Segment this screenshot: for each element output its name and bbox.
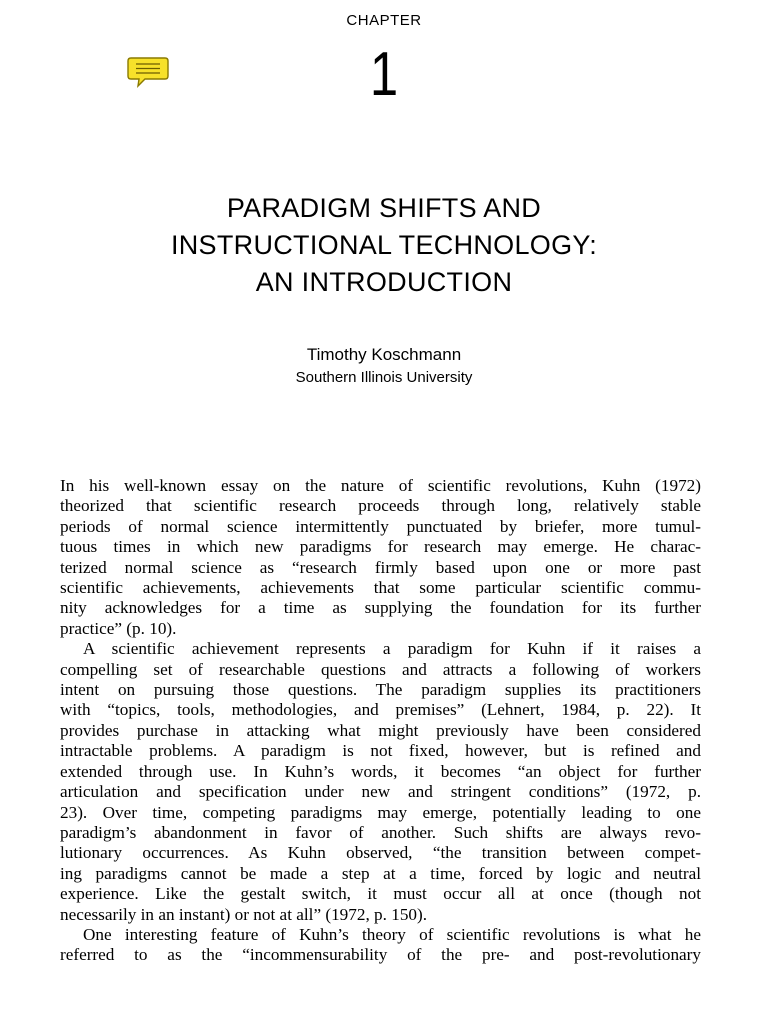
body-line: In his well-known essay on the nature of scientific revolutions, Kuhn (1972): [60, 476, 701, 495]
body-line: referred to as the “incommensurability of the pre- and post-revolutionary: [60, 945, 701, 965]
body-line: lutionary occurrences. As Kuhn observed, “the transition between compet-: [60, 843, 701, 863]
body-line: nity acknowledges for a time as supplying the foundation for its further: [60, 598, 701, 618]
chapter-label: CHAPTER: [346, 12, 422, 29]
body-line: necessarily in an instant) or not at all” (1972, p. 150).: [60, 904, 428, 924]
chapter-title-line: PARADIGM SHIFTS AND: [226, 193, 542, 223]
body-line: One interesting feature of Kuhn’s theory of scientific revolutions is what he: [83, 924, 701, 944]
body-line: articulation and specification under new and stringent conditions” (1972, p.: [60, 782, 701, 802]
body-line: experience. Like the gestalt switch, it must occur all at once (though not: [60, 884, 701, 904]
body-line: with “topics, tools, methodologies, and premises” (Lehnert, 1984, p. 22). It: [60, 700, 701, 720]
body-line: intractable problems. A paradigm is not fixed, however, but is refined and: [60, 741, 701, 761]
chapter-title-line: AN INTRODUCTION: [255, 267, 513, 297]
chapter-number: 1: [369, 40, 399, 109]
author-name: Timothy Koschmann: [306, 345, 462, 364]
body-line: 23). Over time, competing paradigms may emerge, potentially leading to one: [60, 802, 701, 822]
body-line: tuous times in which new paradigms for research may emerge. He charac-: [60, 537, 701, 557]
chapter-title: [0, 190, 768, 301]
chapter-title-line: INSTRUCTIONAL TECHNOLOGY:: [170, 230, 598, 260]
body-line: ing paradigms cannot be made a step at a time, forced by logic and neutral: [60, 863, 701, 883]
body-line: provides purchase in attacking what might previously have been considered: [60, 720, 701, 740]
body-text: [60, 476, 701, 966]
body-line: paradigm’s abandonment in favor of another. Such shifts are always revo-: [60, 822, 701, 842]
body-line: periods of normal science intermittently punctuated by briefer, more tumul-: [60, 516, 701, 536]
body-line: practice” (p. 10).: [60, 618, 177, 638]
body-line: compelling set of researchable questions and attracts a following of workers: [60, 659, 701, 679]
author-affiliation: Southern Illinois University: [295, 369, 473, 386]
body-line: A scientific achievement represents a paradigm for Kuhn if it raises a: [83, 639, 701, 659]
body-line: scientific achievements, achievements that some particular scientific commu-: [60, 578, 701, 598]
note-icon-graphic: [127, 56, 169, 90]
body-line: extended through use. In Kuhn’s words, it becomes “an object for further: [60, 761, 701, 781]
body-line: intent on pursuing those questions. The paradigm supplies its practitioners: [60, 680, 701, 700]
body-line: terized normal science as “research firmly based upon one or more past: [60, 557, 701, 577]
sticky-note-comment-icon[interactable]: [127, 56, 169, 90]
body-line: theorized that scientific research proceeds through long, relatively stable: [60, 496, 701, 516]
